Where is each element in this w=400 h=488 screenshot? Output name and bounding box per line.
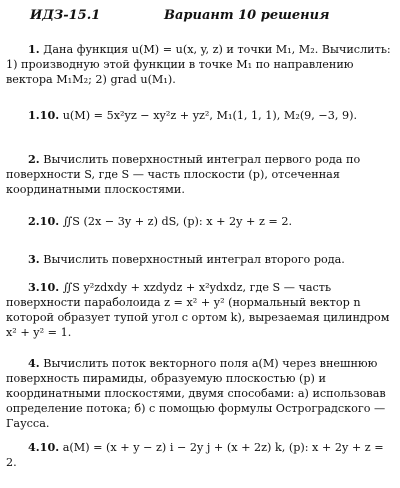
problem-2-variant: 2.10. ∬S (2x − 3y + z) dS, (p): x + 2y + z = 2.	[28, 214, 293, 228]
problem-4-variant: 4.10. a(M) = (x + y − z) i − 2y j + (x + 2z) k, (p): x + 2y + z = 2.	[6, 440, 384, 469]
variant-title: Вариант 10 решения	[164, 8, 330, 23]
problem-3-variant: 3.10. ∬S y²zdxdy + xzdydz + x²ydxdz, где S — часть поверхности параболоида z = x² + y² (нормальный вектор n которой образует тупой угол с ортом k), вырезаемая цилиндром x² + y² = 1.	[6, 280, 390, 339]
problem-2-statement: 2. Вычислить поверхностный интеграл первого рода по поверхности S, где S — часть плоскости (p), отсеченная координатными плоскостями.	[6, 152, 361, 196]
problem-1-statement: 1. Дана функция u(M) = u(x, y, z) и точки M₁, M₂. Вычислить: 1) производную этой функции в точке M₁ по направлению вектора M₁M₂; 2) grad u(M₁).	[6, 42, 391, 86]
problem-1-variant: 1.10. u(M) = 5x²yz − xy²z + yz², M₁(1, 1, 1), M₂(9, −3, 9).	[28, 108, 358, 122]
assignment-code: ИДЗ-15.1	[30, 8, 101, 23]
problem-3-statement: 3. Вычислить поверхностный интеграл второго рода.	[28, 252, 345, 266]
problem-4-statement: 4. Вычислить поток векторного поля a(M) через внешнюю поверхность пирамиды, образуемую плоскостью (p) и координатными плоскостями, двумя способами: а) использовав определение потока; б) с помощью формулы Остроградского — Гаусса.	[6, 356, 386, 430]
